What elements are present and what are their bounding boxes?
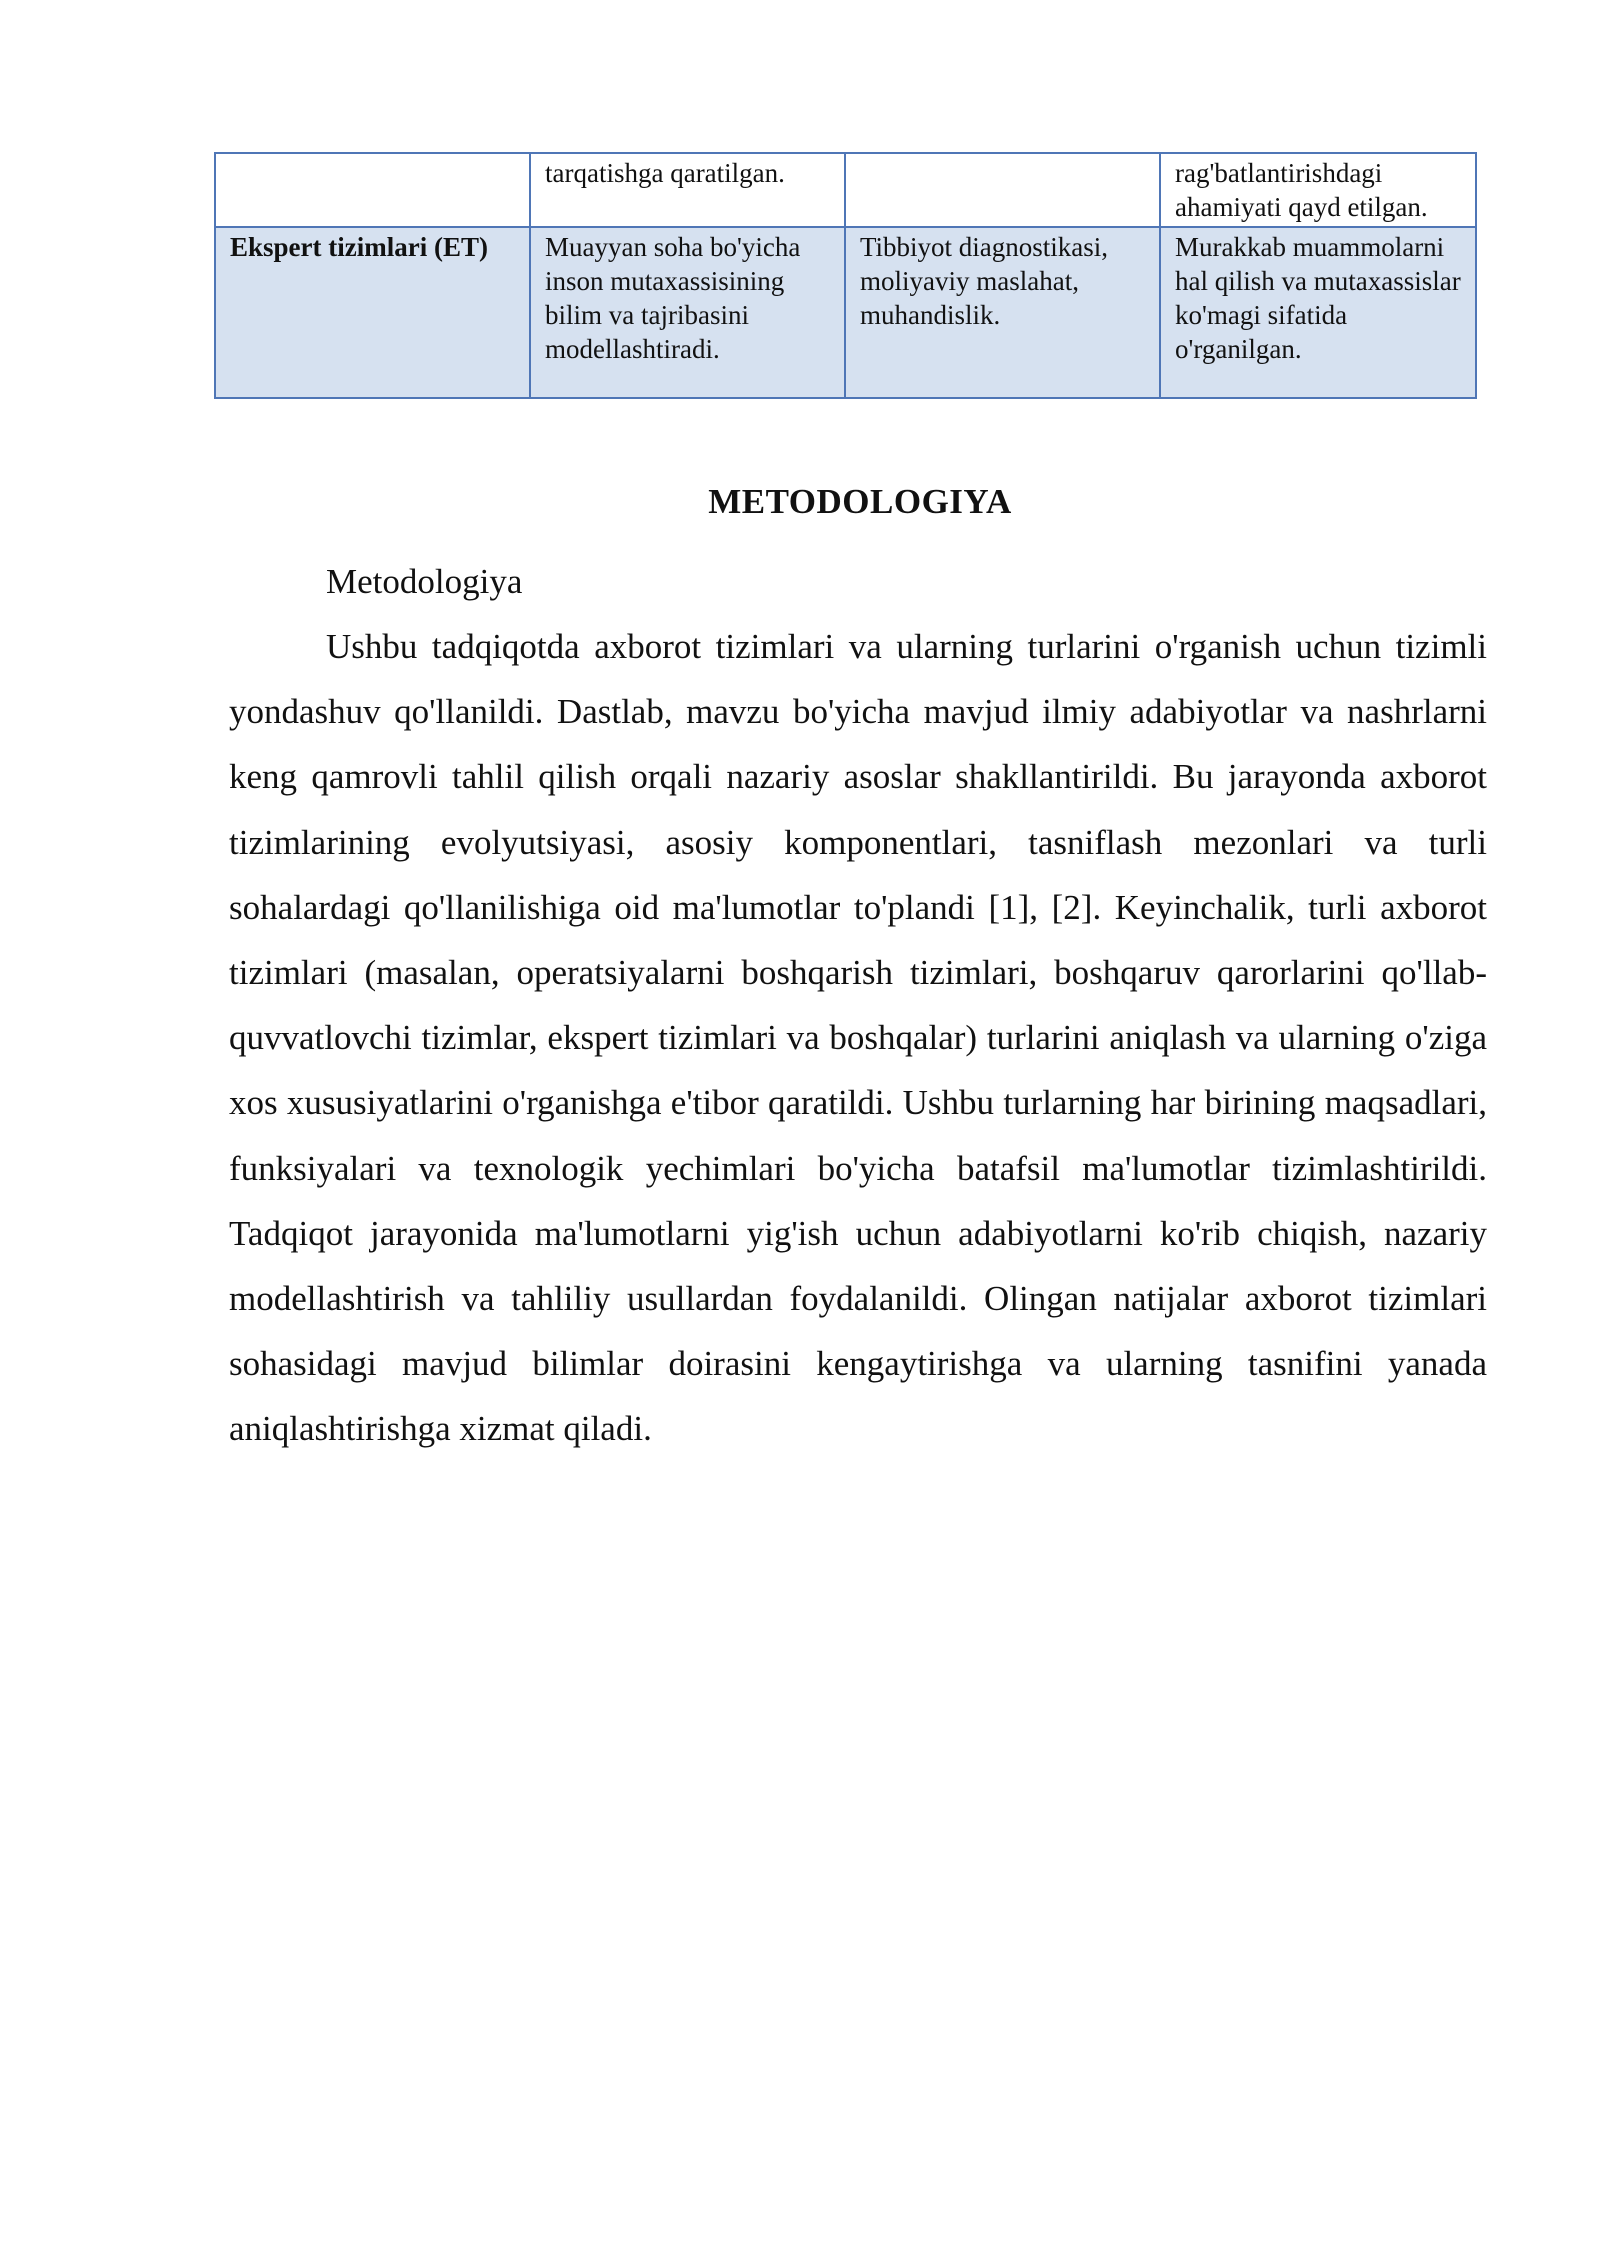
- table-cell: rag'batlantirishdagi ahamiyati qayd etilgan.: [1160, 153, 1476, 227]
- table-cell: Murakkab muammolarni hal qilish va mutaxassislar ko'magi sifatida o'rganilgan.: [1160, 227, 1476, 398]
- table-row-header: Ekspert tizimlari (ET): [215, 227, 530, 398]
- table-cell: tarqatishga qaratilgan.: [530, 153, 845, 227]
- table-cell: Tibbiyot diagnostikasi, moliyaviy maslahat, muhandislik.: [845, 227, 1160, 398]
- body-paragraph: Ushbu tadqiqotda axborot tizimlari va ularning turlarini o'rganish uchun tizimli yondashuv qo'llanildi. Dastlab, mavzu bo'yicha mavjud ilmiy adabiyotlar va nashrlarni keng qamrovli tahlil qilish orqali nazariy asoslar shakllantirildi. Bu jarayonda axborot tizimlarining evolyutsiyasi, asosiy komponentlari, tasniflash mezonlari va turli sohalardagi qo'llanilishiga oid ma'lumotlar to'plandi [1], [2]. Keyinchalik, turli axborot tizimlari (masalan, operatsiyalarni boshqarish tizimlari, boshqaruv qarorlarini qo'llab-quvvatlovchi tizimlar, ekspert tizimlari va boshqalar) turlarini aniqlash va ularning o'ziga xos xususiyatlarini o'rganishga e'tibor qaratildi. Ushbu turlarning har birining maqsadlari, funksiyalari va texnologik yechimlari bo'yicha batafsil ma'lumotlar tizimlashtirildi. Tadqiqot jarayonida ma'lumotlarni yig'ish uchun adabiyotlarni ko'rib chiqish, nazariy modellashtirish va tahliliy usullardan foydalanildi. Olingan natijalar axborot tizimlari sohasidagi mavjud bilimlar doirasini kengaytirishga va ularning tasnifini yanada aniqlashtirishga xizmat qiladi.: [229, 627, 1487, 1449]
- table-cell: [845, 153, 1160, 227]
- table-cell: [215, 153, 530, 227]
- section-heading: METODOLOGIYA: [708, 482, 1012, 521]
- table-row: [215, 227, 1476, 398]
- table-row: [215, 153, 1476, 227]
- section-subheading: Metodologiya: [326, 562, 523, 601]
- table-cell: Muayyan soha bo'yicha inson mutaxassisining bilim va tajribasini modellashtiradi.: [530, 227, 845, 398]
- continued-table: [214, 152, 1477, 399]
